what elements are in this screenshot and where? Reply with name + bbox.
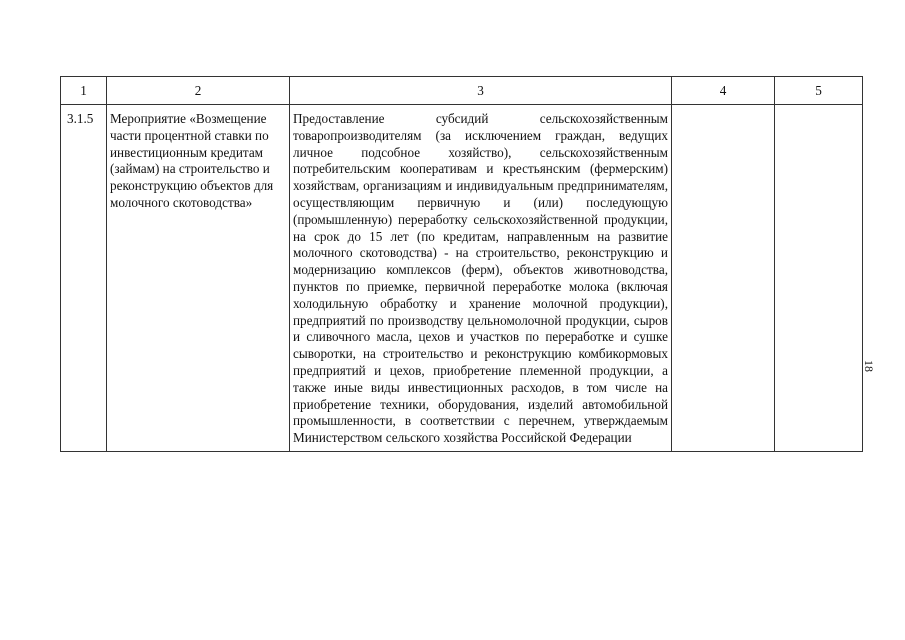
header-col-5: 5 bbox=[775, 77, 863, 105]
header-col-3: 3 bbox=[290, 77, 672, 105]
header-col-4: 4 bbox=[672, 77, 775, 105]
header-col-2: 2 bbox=[107, 77, 290, 105]
table-row bbox=[61, 105, 863, 452]
measure-description-cell: Предоставление субсидий сельскохозяйственным товаропроизводителям (за исключением граждан, ведущих личное подсобное хозяйство), сельскохозяйственным потребительским кооперативам и крестьянским (фермерским) хозяйствам, организациям и индивидуальным предпринимателям, осуществляющим первичную и (или) последующую (промышленную) переработку сельскохозяйственной продукции, на срок до 15 лет (по кредитам, направленным на развитие молочного скотоводства) - на строительство, реконструкцию и модернизацию комплексов (ферм), объектов животноводства, пунктов по приемке, первичной переработке молока (включая холодильную обработку и хранение молочной продукции), предприятий по производству цельномолочной продукции, сыров и сливочного масла, цехов и участков по переработке и сушке сыворотки, на строительство и реконструкцию комбикормовых предприятий и цехов, приобретение племенной продукции, а также иные виды инвестиционных расходов, в том числе на приобретение техники, оборудования, изделий автомобильной промышленности, в соответствии с перечнем, утверждаемым Министерством сельского хозяйства Российской Федерации bbox=[290, 105, 672, 452]
table-header-row bbox=[61, 77, 863, 105]
col-4-cell bbox=[672, 105, 775, 452]
header-col-1: 1 bbox=[61, 77, 107, 105]
page-number: 18 bbox=[862, 360, 876, 372]
measure-name-cell: Мероприятие «Возмещение части процентной ставки по инвестиционным кредитам (займам) на строительство и реконструкцию объектов для молочного скотоводства» bbox=[107, 105, 290, 452]
program-table bbox=[60, 76, 863, 452]
row-number-cell: 3.1.5 bbox=[61, 105, 107, 452]
col-5-cell bbox=[775, 105, 863, 452]
